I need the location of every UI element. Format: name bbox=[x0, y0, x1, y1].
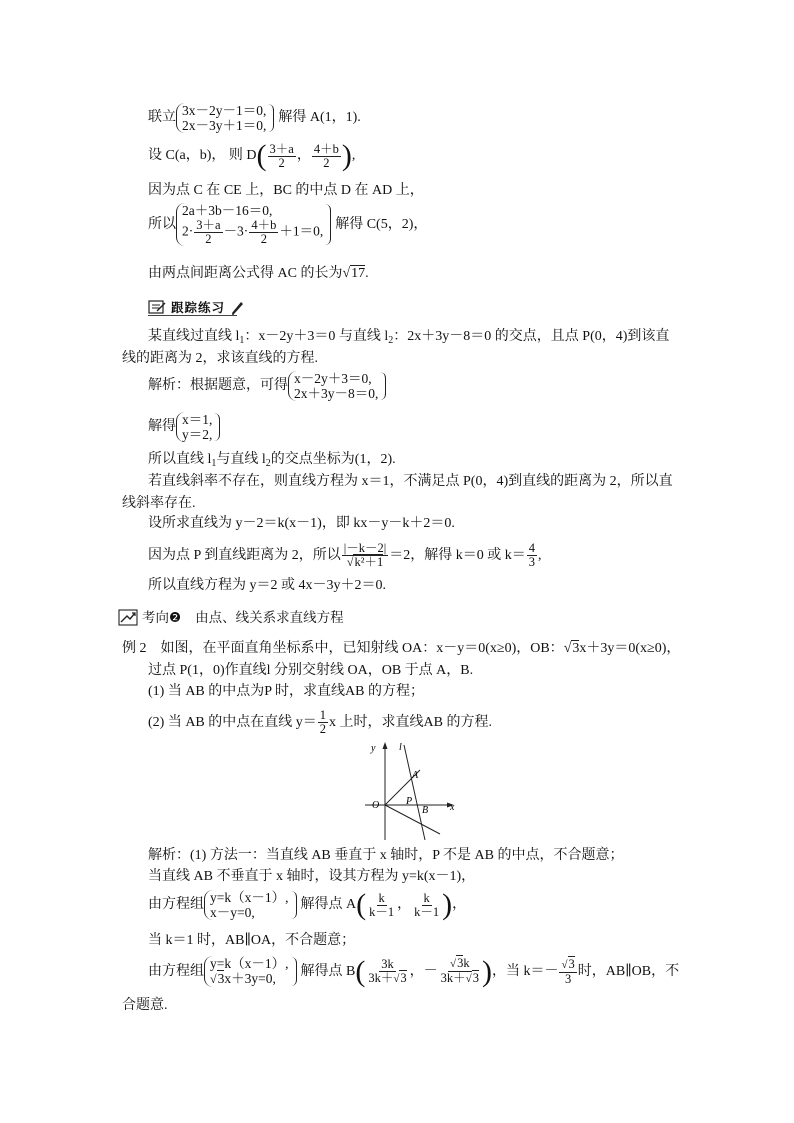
label-p: P bbox=[406, 796, 413, 807]
solution-intersection: 所以直线 $l_1$与直线 $l_2$的交点坐标为(1，2). bbox=[148, 452, 396, 469]
label-b: B bbox=[422, 805, 429, 816]
problem-line-2: 线的距离为 2，求该直线的方程. bbox=[122, 351, 318, 366]
answer-system-a: 由方程组 y=k（x－1）, x－y=0, 解得点 A ( $\frac{k}{k-1}$ ， $\frac{k}{k-1}$ ) ， bbox=[148, 888, 467, 921]
equation-system: x－2y＋3＝0, 2x＋3y－8＝0, bbox=[288, 371, 382, 401]
label-y: y bbox=[371, 743, 376, 754]
example-question-1: (1) 当 AB 的中点为P 时，求直线AB 的方程； bbox=[148, 684, 424, 699]
answer-line-1: 解析：(1) 方法一：当直线 AB 垂直于 x 轴时，P 不是 AB 的中点，不合题意； bbox=[148, 848, 624, 863]
coordinate-figure bbox=[360, 740, 470, 845]
answer-system-b: 由方程组 y=k（x－1）, √3x＋3y=0, 解得点 B ( $\frac{3k}{3k+√3}$ ， － $\frac{√3k}{3k+√3}$ ) ，当 k＝－ $\frac{√3}{3}$ 时，AB∥OB，不 bbox=[148, 954, 680, 988]
example-line-1: 例 2 如图，在平面直角坐标系中，已知射线 OA：x－y＝0(x≥0)，OB：√3x＋3y＝0(x≥0)， bbox=[122, 641, 681, 656]
section-follow-practice: 跟踪练习 bbox=[148, 297, 245, 317]
line-set-c: 设 C(a，b)， 则 D( $\frac{3+a}{2}$ ， $\frac{4+b}{2}$ ), bbox=[148, 139, 356, 172]
solution-distance: 因为点 P 到直线距离为 2，所以 $\frac{|-k-2|}{\text{√k²＋1}}$ ＝2，解得 k＝0 或 k＝ $\frac{4}{3}$ , bbox=[148, 541, 542, 569]
equation-system: 2a＋3b－16＝0, 2· $\frac{3+a}{2}$ －3· $\frac{4+b}{2}$ ＋1＝0, bbox=[176, 203, 327, 246]
label-o: O bbox=[372, 800, 380, 811]
equation-system: y=k（x－1）, √3x＋3y=0, bbox=[204, 956, 293, 987]
line-point-c: 因为点 C 在 CE 上，BC 的中点 D 在 AD 上， bbox=[148, 183, 424, 198]
solution-result: 所以直线方程为 y＝2 或 4x－3y＋2＝0. bbox=[148, 578, 386, 593]
line-l bbox=[404, 745, 425, 840]
notebook-icon bbox=[148, 299, 168, 315]
equation-system: x＝1, y＝2, bbox=[176, 412, 216, 442]
solution-system-2: 解得 x＝1, y＝2, bbox=[148, 412, 216, 442]
label-l: l bbox=[399, 742, 402, 753]
answer-line-6: 合题意. bbox=[122, 998, 168, 1013]
answer-line-4: 当 k＝1 时，AB∥OA，不合题意； bbox=[148, 933, 356, 948]
equation-system: 3x－2y－1＝0, 2x－3y＋1＝0, bbox=[176, 103, 270, 133]
y-axis-arrow bbox=[383, 742, 388, 749]
ray-ob bbox=[385, 805, 440, 834]
fraction: $\frac{4+b}{2}$ bbox=[313, 141, 339, 170]
problem-line-1: 某直线过直线 $l_1$：x－2y＋3＝0 与直线 $l_2$：2x＋3y－8＝0 的交点，且点 P(0，4)到该直 bbox=[148, 329, 670, 346]
solution-system-1: 解析：根据题意，可得 x－2y＋3＝0, 2x＋3y－8＝0, bbox=[148, 371, 382, 401]
trend-icon bbox=[118, 609, 140, 627]
example-line-2: 过点 P(1，0)作直线l 分别交射线 OA，OB 于点 A，B. bbox=[148, 663, 474, 678]
equation-system: y=k（x－1）, x－y=0, bbox=[204, 890, 293, 920]
label-x: x bbox=[450, 802, 455, 813]
section-direction-2: 考向❷ 由点、线关系求直线方程 bbox=[118, 608, 344, 628]
line-solve-c: 所以 2a＋3b－16＝0, 2· $\frac{3+a}{2}$ －3· $\frac{4+b}{2}$ ＋1＝0, 解得 C(5，2)， bbox=[148, 203, 428, 246]
pencil-icon bbox=[229, 299, 245, 315]
line-ac-length: 由两点间距离公式得 AC 的长为√17. bbox=[148, 266, 369, 281]
line-simultaneous-1: 联立 3x－2y－1＝0, 2x－3y＋1＝0, 解得 A(1，1). bbox=[148, 103, 361, 133]
solution-set-line: 设所求直线为 y－2＝k(x－1)，即 kx－y－k＋2＝0. bbox=[148, 516, 455, 531]
answer-line-2: 当直线 AB 不垂直于 x 轴时，设其方程为 y=k(x－1)， bbox=[148, 869, 476, 884]
label-a: A bbox=[412, 770, 419, 781]
fraction: $\frac{3+a}{2}$ bbox=[269, 141, 294, 170]
example-question-2: (2) 当 AB 的中点在直线 y＝ $\frac{1}{2}$ x 上时，求直线AB 的方程. bbox=[148, 708, 492, 736]
solution-slope-1: 若直线斜率不存在，则直线方程为 x＝1，不满足点 P(0，4)到直线的距离为 2，所以直 bbox=[148, 474, 673, 489]
solution-slope-2: 线斜率存在. bbox=[122, 496, 196, 511]
